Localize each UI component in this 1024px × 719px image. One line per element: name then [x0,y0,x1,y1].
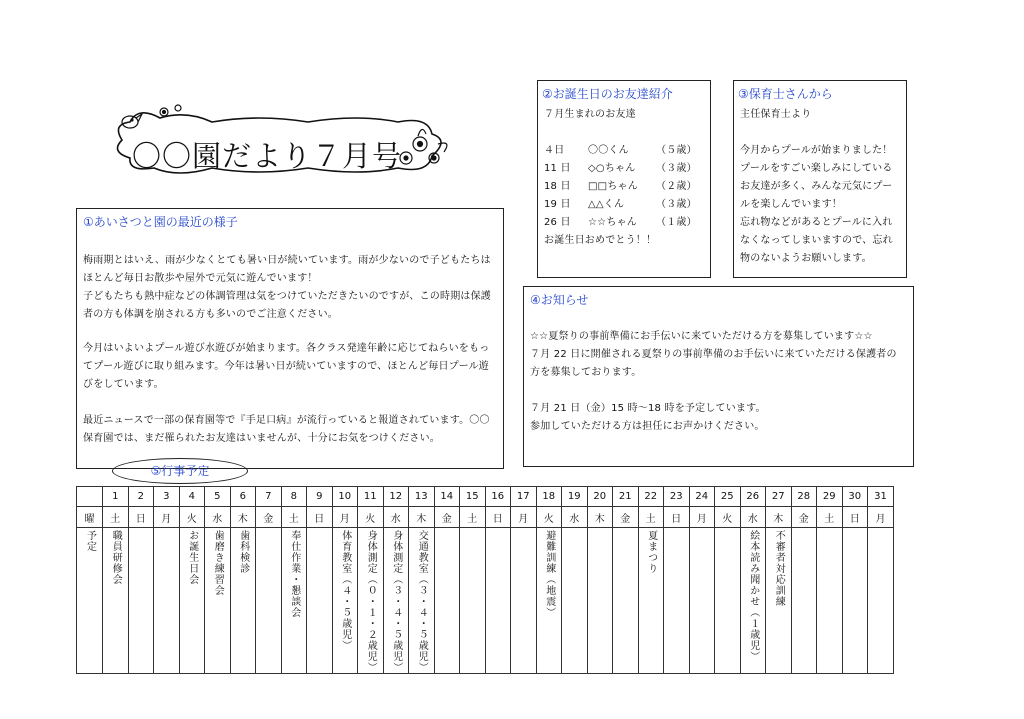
notice-line: ☆☆夏祭りの事前準備にお手伝いに来ていただける方を募集しています☆☆ [530,331,873,342]
schedule-event-cell [511,528,537,674]
greeting-line: 今月はいよいよプール遊び水遊びが始まります。各クラス発達年齢に応じてねらいをもっ [83,343,490,354]
birthday-age: （５歳） [656,145,697,156]
greeting-line: 保育園では、まだ罹られたお友達はいませんが、十分にお気をつけください。 [83,433,440,444]
notice-line: ７月 22 日に開催される夏祭りの事前準備のお手伝いに来ていただける保護者の [530,349,897,360]
birthday-age: （３歳） [656,199,697,210]
greeting-section [76,208,504,469]
dow-label: 曜 [77,507,103,528]
schedule-event-cell [256,528,282,674]
notice-line: 参加していただける方は担任にお声かけください。 [530,421,765,432]
schedule-event-text: 夏まつり [645,530,657,574]
schedule-dow-cell: 金 [256,507,282,528]
birthday-day: 19 日 [544,199,571,210]
schedule-dow-cell: 日 [128,507,154,528]
schedule-dow-cell: 火 [358,507,384,528]
schedule-event-cell [817,528,843,674]
notice-line: ７月 21 日（金）15 時〜18 時を予定しています。 [530,403,766,414]
birthday-section [537,80,711,278]
birthday-name: ☆☆ちゃん [588,217,637,228]
greeting-line: びをしています。 [83,379,164,390]
birthday-heading: ②お誕生日のお友達紹介 [542,87,673,101]
schedule-dow-cell: 木 [766,507,792,528]
schedule-dow-cell: 日 [842,507,868,528]
teacher-heading: ③保育士さんから [738,87,833,101]
schedule-event-text: 交通教室（３・４・５歳児） [416,530,428,673]
schedule-heading: ⑤行事予定 [112,458,248,484]
schedule-dow-cell: 木 [409,507,435,528]
schedule-event-cell [358,528,384,674]
schedule-event-cell [664,528,690,674]
schedule-event-text: 体育教室（４・５歳児） [339,530,351,651]
greeting-line: 最近ニュースで一部の保育園等で『手足口病』が流行っていると報道されています。〇〇 [83,415,490,426]
schedule-table [76,486,894,674]
schedule-event-cell [205,528,231,674]
schedule-event-cell [460,528,486,674]
birthday-name: 〇〇くん [588,145,629,156]
schedule-date-cell: 12 [383,487,409,507]
schedule-event-cell [281,528,307,674]
schedule-dow-cell: 火 [536,507,562,528]
birthday-age: （２歳） [656,181,697,192]
schedule-dow-row [77,507,894,528]
schedule-date-cell: 21 [613,487,639,507]
schedule-event-cell [868,528,894,674]
schedule-date-cell: 5 [205,487,231,507]
greeting-line: 梅雨期とはいえ、雨が少なくとても暑い日が続いています。雨が少ないので子どもたちは [83,255,491,266]
schedule-event-cell [842,528,868,674]
teacher-line: 今月からプールが始まりました！ [740,145,893,156]
notice-heading: ④お知らせ [530,293,589,307]
schedule-date-cell: 31 [868,487,894,507]
birthday-name: ◇○ちゃん [588,163,636,174]
schedule-date-cell: 27 [766,487,792,507]
greeting-line: てプール遊びに取り組みます。今年は暑い日が続いていますので、ほとんど毎日プール遊 [83,361,489,372]
schedule-event-cell [332,528,358,674]
schedule-dow-cell: 月 [332,507,358,528]
greeting-heading: ①あいさつと園の最近の様子 [83,215,238,229]
schedule-dow-cell: 水 [562,507,588,528]
schedule-date-cell: 17 [511,487,537,507]
schedule-date-row [77,487,894,507]
schedule-dow-cell: 木 [230,507,256,528]
schedule-date-cell: 14 [434,487,460,507]
schedule-date-cell: 1 [103,487,129,507]
schedule-dow-cell: 火 [715,507,741,528]
teacher-line: お友達が多く、みんな元気にプー [740,181,893,192]
schedule-dow-cell: 金 [434,507,460,528]
schedule-event-cell [128,528,154,674]
greeting-line: 子どもたちも熱中症などの体調管理は気をつけていただきたいのですが、この時期は保護 [83,291,491,302]
schedule-dow-cell: 土 [817,507,843,528]
schedule-event-cell [689,528,715,674]
schedule-date-cell: 6 [230,487,256,507]
teacher-line: ルを楽しんでいます！ [740,199,842,210]
schedule-corner-cell [77,487,103,507]
schedule-date-cell: 4 [179,487,205,507]
schedule-dow-cell: 日 [307,507,333,528]
schedule-dow-cell: 土 [281,507,307,528]
schedule-event-cell [715,528,741,674]
schedule-event-cell [307,528,333,674]
schedule-event-cell [587,528,613,674]
schedule-dow-cell: 日 [664,507,690,528]
schedule-event-text: お誕生日会 [186,530,198,585]
schedule-dow-cell: 月 [511,507,537,528]
schedule-event-text: 避難訓練（地震） [543,530,555,618]
schedule-date-cell: 7 [256,487,282,507]
schedule-date-cell: 11 [358,487,384,507]
schedule-event-cell [434,528,460,674]
schedule-event-text: 絵本読み聞かせ（１歳児） [747,530,759,662]
schedule-dow-cell: 木 [587,507,613,528]
birthday-day: 11 日 [544,163,571,174]
birthday-day: ４日 [544,145,565,156]
schedule-event-cell [383,528,409,674]
birthday-day: 18 日 [544,181,571,192]
schedule-dow-cell: 土 [103,507,129,528]
schedule-event-cell [179,528,205,674]
schedule-date-cell: 16 [485,487,511,507]
schedule-dow-cell: 月 [154,507,180,528]
schedule-date-cell: 18 [536,487,562,507]
schedule-event-cell [485,528,511,674]
birthday-name: △△くん [588,199,625,210]
schedule-date-cell: 25 [715,487,741,507]
schedule-date-cell: 2 [128,487,154,507]
schedule-event-text: 職員研修会 [110,530,122,585]
schedule-date-cell: 20 [587,487,613,507]
schedule-event-cell [103,528,129,674]
event-label: 予定 [84,530,96,552]
notice-section [523,286,914,467]
schedule-event-text: 歯磨き練習会 [212,530,224,596]
teacher-line: プールをすごい楽しみにしている [740,163,893,174]
schedule-date-cell: 3 [154,487,180,507]
greeting-line: 者の方も体調を崩される方も多いのでご注意ください。 [83,309,338,320]
birthday-intro: ７月生まれのお友達 [544,109,636,120]
greeting-line: ほとんど毎日お散歩や屋外で元気に遊んでいます！ [83,273,318,284]
schedule-event-text: 身体測定（０・１・２歳児） [365,530,377,673]
schedule-dow-cell: 金 [613,507,639,528]
schedule-event-cell [740,528,766,674]
schedule-dow-cell: 水 [383,507,409,528]
schedule-event-cell [613,528,639,674]
schedule-event-text: 不審者対応訓練 [773,530,785,607]
birthday-closing: お誕生日おめでとう！！ [544,235,657,246]
teacher-line: 物のないようお願いします。 [740,253,872,264]
schedule-event-cell [562,528,588,674]
schedule-dow-cell: 月 [868,507,894,528]
birthday-age: （３歳） [656,163,697,174]
schedule-date-cell: 30 [842,487,868,507]
teacher-section [733,80,907,278]
birthday-age: （１歳） [656,217,697,228]
schedule-event-cell [638,528,664,674]
schedule-date-cell: 19 [562,487,588,507]
schedule-date-cell: 23 [664,487,690,507]
bird-icon [122,114,142,128]
notice-line: 方を募集しております。 [530,367,642,378]
teacher-line: 主任保育士より [740,109,812,120]
birthday-day: 26 日 [544,217,571,228]
schedule-date-cell: 9 [307,487,333,507]
event-label-cell [77,528,103,674]
schedule-date-cell: 28 [791,487,817,507]
schedule-dow-cell: 火 [179,507,205,528]
schedule-event-text: 身体測定（３・４・５歳児） [390,530,402,673]
schedule-dow-cell: 水 [205,507,231,528]
schedule-dow-cell: 土 [460,507,486,528]
schedule-event-text: 奉仕作業・懇談会 [288,530,300,618]
schedule-date-cell: 10 [332,487,358,507]
schedule-date-cell: 29 [817,487,843,507]
schedule-date-cell: 26 [740,487,766,507]
title-banner [108,100,460,180]
birthday-name: □□ちゃん [588,181,638,192]
schedule-dow-cell: 月 [689,507,715,528]
schedule-date-cell: 13 [409,487,435,507]
schedule-date-cell: 24 [689,487,715,507]
schedule-date-cell: 15 [460,487,486,507]
schedule-event-cell [154,528,180,674]
schedule-dow-cell: 水 [740,507,766,528]
schedule-event-cell [791,528,817,674]
schedule-event-row [77,528,894,674]
teacher-line: 忘れ物などがあるとプールに入れ [740,217,893,228]
schedule-event-cell [409,528,435,674]
page-title: 〇〇園だより７月号 [132,139,403,173]
schedule-date-cell: 22 [638,487,664,507]
teacher-line: なくなってしまいますので、忘れ [740,235,893,246]
schedule-event-text: 歯科検診 [237,530,249,574]
schedule-event-cell [536,528,562,674]
schedule-date-cell: 8 [281,487,307,507]
schedule-dow-cell: 土 [638,507,664,528]
schedule-event-cell [766,528,792,674]
schedule-dow-cell: 日 [485,507,511,528]
schedule-dow-cell: 金 [791,507,817,528]
schedule-event-cell [230,528,256,674]
